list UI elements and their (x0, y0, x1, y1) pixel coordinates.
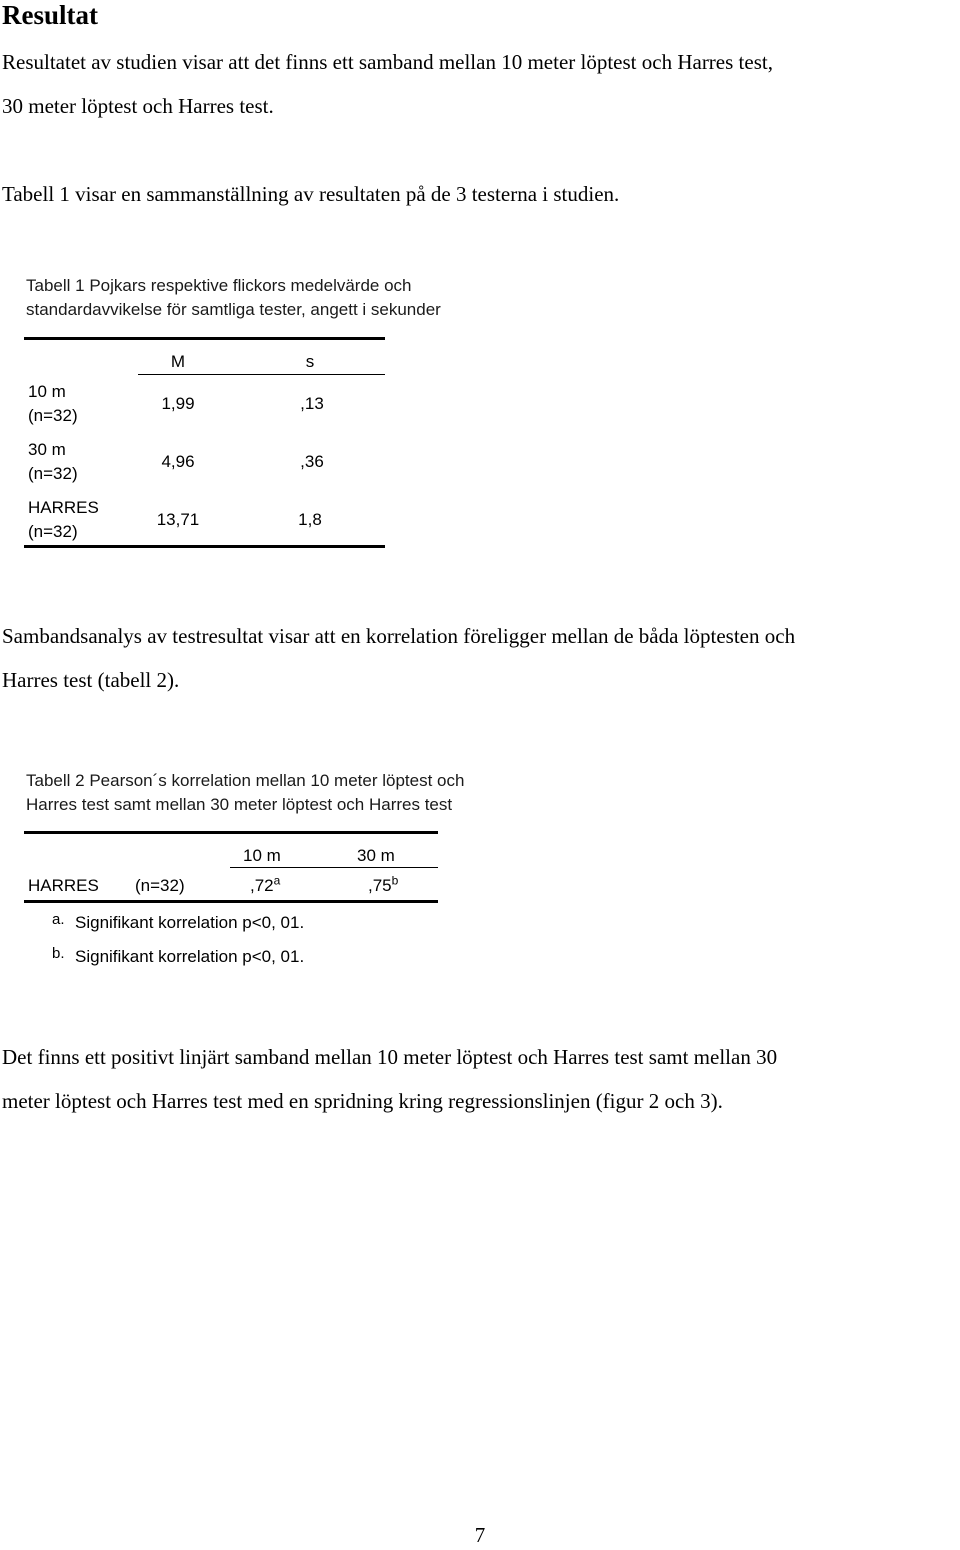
table1-row3-n: (n=32) (28, 522, 78, 541)
table2-row-n: (n=32) (135, 876, 185, 895)
table2-cell-10m (250, 874, 280, 898)
conclusion-paragraph-line-2: meter löptest och Harres test med en spridning kring regressionslinjen (figur 2 och 3). (2, 1089, 723, 1113)
table1-header-rule (138, 374, 385, 375)
table1-row2-mean: 4,96 (161, 452, 195, 471)
table2-note-b-text: Signifikant korrelation p<0, 01. (75, 947, 305, 966)
conclusion-paragraph-line-1: Det finns ett positivt linjärt samband mellan 10 meter löptest och Harres test samt mellan 30 (2, 1045, 778, 1069)
table1-row3-label: HARRES (28, 498, 99, 517)
table2-cell-30m (368, 874, 398, 898)
table1-row2-label: 30 m (28, 440, 66, 459)
table2-row-label: HARRES (28, 876, 99, 895)
section-heading: Resultat (2, 0, 98, 30)
table1-row3-sd: 1,8 (298, 510, 322, 529)
results-paragraph-line-2: 30 meter löptest och Harres test. (2, 94, 274, 118)
table2-caption-line-2: Harres test samt mellan 30 meter löptest och Harres test (26, 795, 453, 814)
table1-row2-sd: ,36 (300, 452, 324, 471)
table2-value-30m: ,75 (368, 876, 392, 895)
table1-caption-line-2: standardavvikelse för samtliga tester, angett i sekunder (26, 300, 441, 319)
table2-header-10m: 10 m (243, 846, 281, 865)
table2-note-a-text: Signifikant korrelation p<0, 01. (75, 913, 305, 932)
page-number: 7 (474, 1523, 486, 1547)
table1-bottom-rule (24, 545, 385, 548)
table1-row1-mean: 1,99 (161, 394, 195, 413)
table2-header-rule (230, 867, 438, 868)
table2-caption-line-1: Tabell 2 Pearson´s korrelation mellan 10 meter löptest och (26, 771, 465, 790)
table-intro-paragraph: Tabell 1 visar en sammanställning av resultaten på de 3 testerna i studien. (2, 182, 620, 206)
table2-note-a-mark: a. (52, 911, 65, 928)
table1-row2-n: (n=32) (28, 464, 78, 483)
table1-row1-n: (n=32) (28, 406, 78, 425)
table1-header-mean: M (170, 352, 186, 371)
table1-top-rule (24, 337, 385, 340)
table1-header-sd: s (305, 352, 315, 371)
table2-footnote-mark-a: a (273, 873, 281, 888)
analysis-paragraph-line-1: Sambandsanalys av testresultat visar att en korrelation föreligger mellan de båda löptesten och (2, 624, 796, 648)
table2-note-b-mark: b. (52, 945, 65, 962)
table2-value-10m: ,72 (250, 876, 274, 895)
table1-caption-line-1: Tabell 1 Pojkars respektive flickors medelvärde och (26, 276, 412, 295)
table2-header-30m: 30 m (357, 846, 395, 865)
table1-row1-label: 10 m (28, 382, 66, 401)
table1-row1-sd: ,13 (300, 394, 324, 413)
table2-bottom-rule (24, 900, 438, 903)
results-paragraph-line-1: Resultatet av studien visar att det finns ett samband mellan 10 meter löptest och Harres test, (2, 50, 773, 74)
table2-top-rule (24, 831, 438, 834)
analysis-paragraph-line-2: Harres test (tabell 2). (2, 668, 180, 692)
table1-row3-mean: 13,71 (156, 510, 200, 529)
table2-footnote-mark-b: b (391, 873, 399, 888)
